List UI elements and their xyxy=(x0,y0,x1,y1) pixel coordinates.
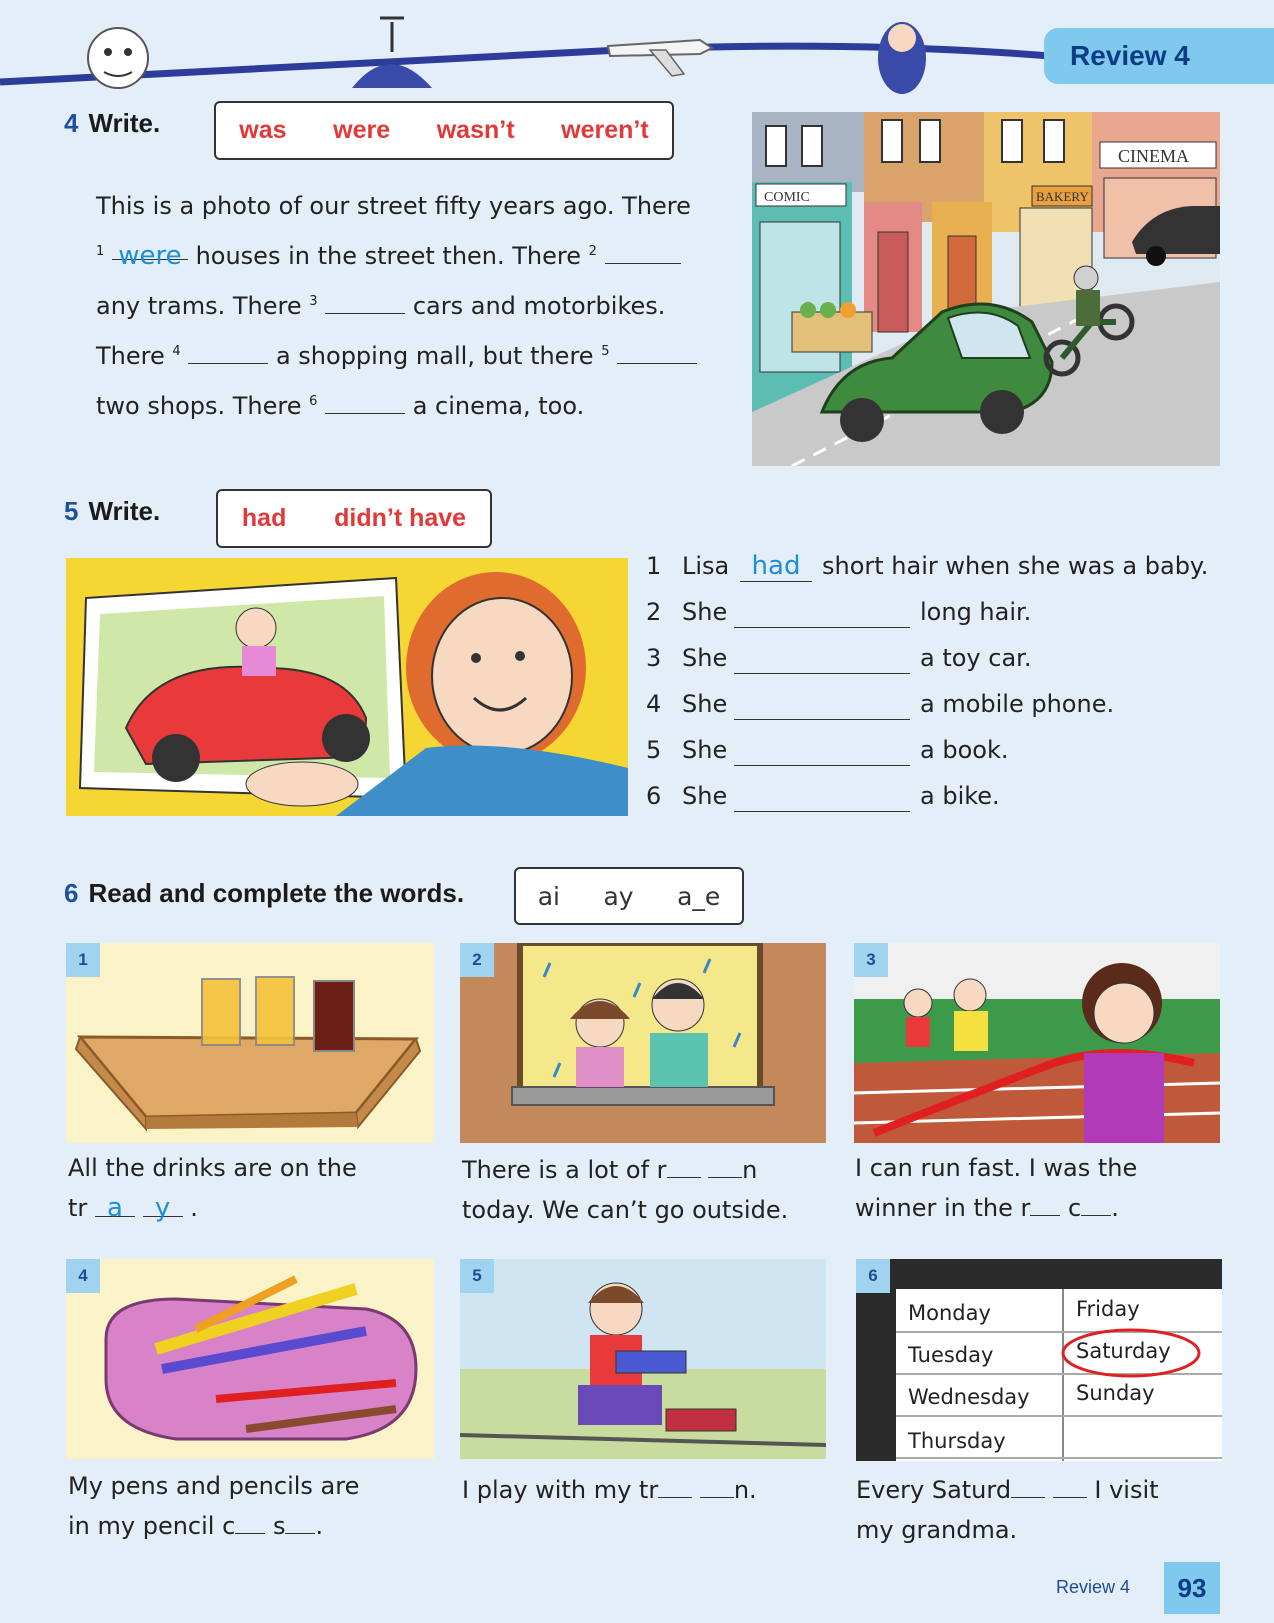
tray-illustration xyxy=(66,943,434,1143)
calendar-day: Friday xyxy=(1076,1297,1140,1321)
letter-blank[interactable] xyxy=(700,1471,734,1498)
ex6-word-box xyxy=(514,867,744,925)
ex5-answer-blank[interactable] xyxy=(734,643,910,674)
rainy-window-illustration xyxy=(460,943,826,1143)
word-option: didn’t have xyxy=(334,504,467,532)
letter-blank[interactable] xyxy=(1011,1471,1045,1498)
letter-blank[interactable] xyxy=(1053,1471,1087,1498)
letter-blank[interactable] xyxy=(667,1151,701,1178)
word-option: weren’t xyxy=(561,116,649,144)
letter-blank[interactable] xyxy=(1030,1189,1060,1216)
ex4-line: This is a photo of our street fifty years ago. There xyxy=(96,192,691,220)
review-tab: Review 4 xyxy=(1044,28,1274,84)
word-option: ai xyxy=(537,881,560,911)
ex6-instruction: Read and complete the words. xyxy=(88,878,465,908)
ex4-line: two shops. There $^6$ a cinema, too. xyxy=(96,379,736,429)
word-option: ay xyxy=(603,881,634,911)
ex6-title xyxy=(64,878,464,909)
ex4-line: There $^4$ a shopping mall, but there $^5$ xyxy=(96,329,736,379)
answer-blank-4[interactable] xyxy=(188,337,268,364)
ex4-number: 4 xyxy=(64,108,79,138)
bakery-sign: BAKERY xyxy=(1036,189,1089,204)
word-option: had xyxy=(241,504,287,532)
red-circle-mark xyxy=(1058,1325,1204,1381)
page-number: 93 xyxy=(1164,1562,1220,1614)
card-4-caption: My pens and pencils are in my pencil c s . xyxy=(68,1472,360,1540)
ex5-number: 5 xyxy=(64,496,79,526)
comic-sign: COMIC xyxy=(764,190,810,205)
word-option: was xyxy=(239,116,287,144)
card-label: 3 xyxy=(854,943,888,977)
letter-blank[interactable] xyxy=(235,1507,265,1534)
ex5-sentence: 1 Lisa had short hair when she was a baby. xyxy=(646,550,1209,581)
ex5-instruction: Write. xyxy=(88,496,161,526)
calendar-day: Saturday xyxy=(1076,1339,1171,1363)
calendar-day: Sunday xyxy=(1076,1381,1155,1405)
answer-blank-3[interactable] xyxy=(325,287,405,314)
ex5-sentence: 4 She a mobile phone. xyxy=(646,690,1115,718)
calendar-day: Tuesday xyxy=(908,1343,994,1367)
ex5-answer-blank[interactable] xyxy=(734,689,910,720)
street-illustration xyxy=(752,112,1220,466)
word-option: a_e xyxy=(677,881,721,911)
letter-blank[interactable] xyxy=(658,1471,692,1498)
letter-blank[interactable] xyxy=(285,1507,315,1534)
card-5-image xyxy=(460,1259,826,1459)
letter-blank[interactable]: y xyxy=(143,1188,183,1217)
card-5-caption: I play with my tr n. xyxy=(462,1470,842,1510)
pencil-case-illustration xyxy=(66,1259,434,1459)
ex5-answer-blank[interactable] xyxy=(734,781,910,812)
card-1-caption: All the drinks are on the tr a y . xyxy=(68,1154,357,1223)
card-4-image xyxy=(66,1259,434,1459)
word-option: were xyxy=(333,116,391,144)
cinema-sign: CINEMA xyxy=(1118,146,1189,166)
answer-blank-6[interactable] xyxy=(325,387,405,414)
calendar-day: Wednesday xyxy=(908,1385,1030,1409)
ex5-title xyxy=(64,496,160,527)
card-label: 1 xyxy=(66,943,100,977)
card-label: 5 xyxy=(460,1259,494,1293)
ex5-answer-blank[interactable] xyxy=(734,597,910,628)
card-2-image xyxy=(460,943,826,1143)
card-3-image xyxy=(854,943,1220,1143)
toy-train-illustration xyxy=(460,1259,826,1459)
ex4-word-box xyxy=(214,101,674,160)
ex4-line: $^1$ were houses in the street then. There $^2$ xyxy=(96,229,736,279)
card-6-caption: Every Saturd I visit my grandma. xyxy=(856,1470,1236,1550)
calendar xyxy=(896,1289,1222,1461)
ex4-instruction: Write. xyxy=(88,108,161,138)
card-2-caption: There is a lot of r n today. We can’t go outside. xyxy=(462,1150,842,1230)
ex5-answer-blank[interactable]: had xyxy=(740,551,812,582)
ex5-word-box xyxy=(216,489,492,548)
ex5-answer-blank[interactable] xyxy=(734,735,910,766)
card-6-image xyxy=(856,1259,1222,1461)
girl-photo-illustration xyxy=(66,558,628,816)
letter-blank[interactable] xyxy=(708,1151,742,1178)
calendar-day: Monday xyxy=(908,1301,991,1325)
footer-section-label: Review 4 xyxy=(1056,1577,1131,1597)
letter-blank[interactable]: a xyxy=(95,1188,135,1217)
answer-blank-5[interactable] xyxy=(617,337,697,364)
ex4-title xyxy=(64,108,160,139)
ex5-sentence: 3 She a toy car. xyxy=(646,644,1032,672)
card-label: 4 xyxy=(66,1259,100,1293)
ex4-paragraph xyxy=(96,183,736,429)
card-1-image xyxy=(66,943,434,1143)
ex6-number: 6 xyxy=(64,878,79,908)
card-label: 6 xyxy=(856,1259,890,1293)
ex4-line: any trams. There $^3$ cars and motorbikes. xyxy=(96,279,736,329)
ex5-sentence: 5 She a book. xyxy=(646,736,1009,764)
card-label: 2 xyxy=(460,943,494,977)
calendar-day: Thursday xyxy=(908,1429,1006,1453)
letter-blank[interactable] xyxy=(1081,1189,1111,1216)
card-3-caption: I can run fast. I was the winner in the r c . xyxy=(855,1154,1138,1222)
answer-blank-1[interactable]: were xyxy=(112,233,188,260)
ex5-sentence: 6 She a bike. xyxy=(646,782,1000,810)
ex5-sentence: 2 She long hair. xyxy=(646,598,1032,626)
word-option: wasn’t xyxy=(436,116,515,144)
answer-blank-2[interactable] xyxy=(605,237,681,264)
race-illustration xyxy=(854,943,1220,1143)
ex5-sentence-list xyxy=(646,543,1246,819)
